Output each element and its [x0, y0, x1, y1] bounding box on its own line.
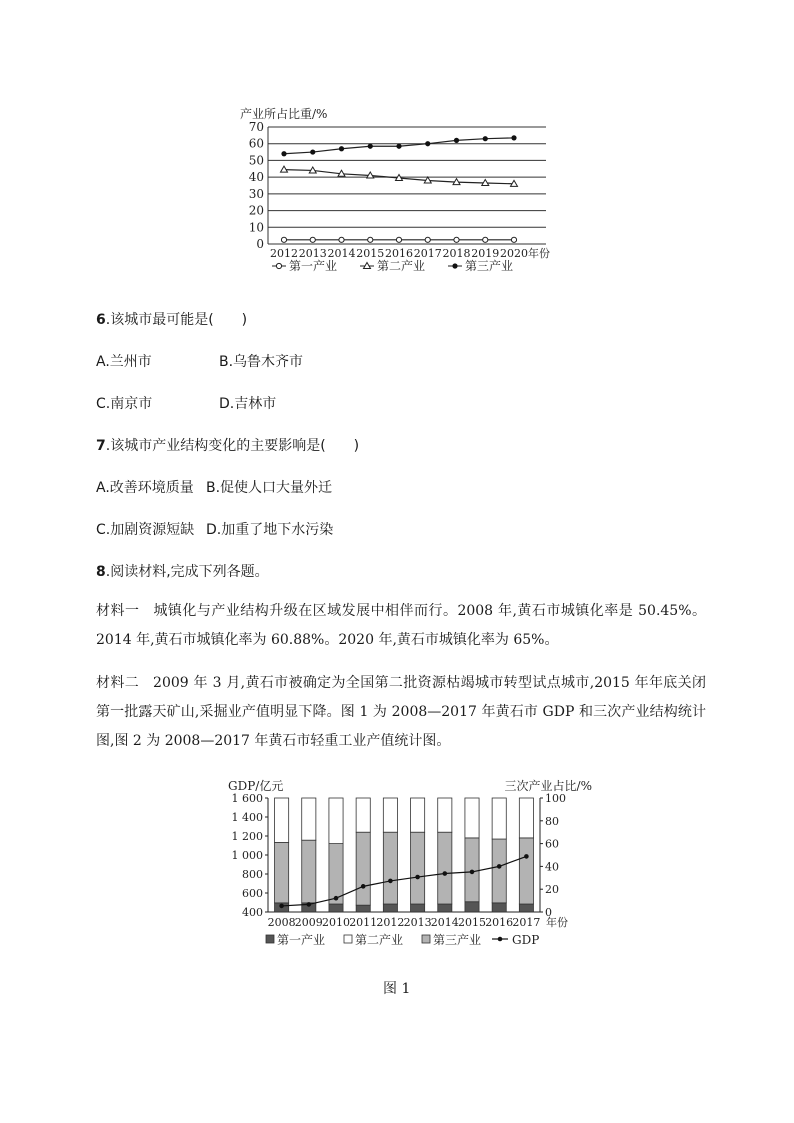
- x-tick-label: 2012: [376, 916, 405, 929]
- legend-swatch: [266, 935, 274, 943]
- x-tick-label: 2009: [294, 916, 323, 929]
- material-2-label: 材料二: [96, 675, 140, 691]
- question-8: [96, 561, 269, 581]
- right-tick-label: 80: [545, 814, 559, 828]
- question-6: [96, 309, 247, 329]
- data-point: [425, 141, 430, 146]
- data-point: [368, 237, 373, 242]
- x-tick-label: 2016: [385, 247, 413, 260]
- question-8-number: 8: [96, 564, 106, 580]
- gdp-line: [282, 856, 527, 905]
- legend-label: 第一产业: [277, 933, 326, 947]
- legend-label: 第三产业: [465, 259, 514, 273]
- x-tick-label: 2011: [349, 916, 378, 929]
- x-tick-label: 2016: [485, 916, 514, 929]
- left-tick-label: 600: [242, 887, 263, 900]
- data-point: [310, 149, 315, 154]
- data-point: [281, 237, 286, 242]
- material-1: [96, 597, 706, 655]
- right-tick-label: 20: [545, 883, 559, 897]
- y-tick-label: 20: [248, 203, 264, 218]
- data-point: [511, 135, 516, 140]
- right-tick-label: 40: [545, 860, 559, 874]
- left-tick-label: 400: [242, 906, 263, 919]
- x-tick-label: 2019: [471, 247, 500, 260]
- left-tick-label: 1 600: [231, 792, 263, 805]
- gdp-point: [415, 875, 420, 880]
- bar-segment: [492, 903, 506, 912]
- gdp-point: [334, 896, 339, 901]
- y-tick-label: 30: [248, 186, 264, 201]
- bar-segment: [465, 798, 479, 838]
- data-point: [396, 237, 401, 242]
- bar-segment: [438, 904, 452, 912]
- bar-segment: [329, 844, 343, 904]
- gdp-point: [443, 871, 448, 876]
- bar-segment: [465, 902, 479, 912]
- x-tick-label: 2013: [403, 916, 432, 929]
- q7-option-b[interactable]: B.促使人口大量外迁: [206, 480, 333, 496]
- q6-option-c[interactable]: C.南京市: [96, 396, 153, 412]
- left-tick-label: 800: [242, 868, 263, 881]
- data-point: [339, 146, 344, 151]
- legend-marker: [452, 263, 457, 268]
- right-axis-title: 三次产业占比/%: [504, 779, 592, 793]
- x-tick-label: 2014: [327, 247, 356, 260]
- gdp-point: [497, 864, 502, 869]
- data-point: [339, 237, 344, 242]
- y-tick-label: 70: [248, 120, 264, 134]
- question-7: [96, 435, 359, 455]
- q6-option-b[interactable]: B.乌鲁木齐市: [219, 354, 304, 370]
- legend-label: 第二产业: [377, 259, 426, 273]
- data-point: [396, 144, 401, 149]
- data-point: [425, 237, 430, 242]
- x-tick-label: 2017: [413, 247, 442, 260]
- x-axis-title: 年份: [528, 247, 550, 260]
- x-tick-label: 2012: [270, 247, 298, 260]
- question-8-stem: .阅读材料,完成下列各题。: [105, 564, 269, 580]
- left-tick-label: 1 400: [231, 811, 263, 824]
- x-tick-label: 2014: [430, 916, 459, 929]
- y-tick-label: 60: [248, 136, 264, 151]
- bar-segment: [519, 798, 533, 838]
- bar-segment: [356, 798, 370, 832]
- legend-label: 第一产业: [289, 259, 338, 273]
- x-tick-label: 2020: [500, 247, 528, 260]
- industry-share-line-chart: [228, 100, 568, 282]
- data-point: [310, 237, 315, 242]
- question-7-stem: .该城市产业结构变化的主要影响是( ): [105, 438, 360, 454]
- bar-segment: [275, 842, 289, 902]
- gdp-point: [279, 904, 284, 909]
- right-tick-label: 100: [545, 792, 566, 805]
- q7-option-a[interactable]: A.改善环境质量: [96, 480, 194, 496]
- x-axis-title: 年份: [546, 916, 568, 929]
- data-point: [483, 136, 488, 141]
- material-2: [96, 669, 706, 756]
- data-point: [281, 151, 286, 156]
- bar-segment: [411, 904, 425, 912]
- y-tick-label: 40: [248, 170, 264, 185]
- y-axis-title: 产业所占比重/%: [240, 107, 328, 121]
- bar-segment: [519, 838, 533, 904]
- gdp-industry-structure-chart: [222, 772, 592, 954]
- bar-segment: [492, 839, 506, 903]
- bar-segment: [329, 904, 343, 912]
- x-tick-label: 2018: [442, 247, 471, 260]
- q7-option-c[interactable]: C.加剧资源短缺: [96, 522, 195, 538]
- right-tick-label: 60: [545, 837, 559, 851]
- bar-segment: [329, 798, 343, 844]
- legend-label: 第二产业: [355, 933, 404, 947]
- bar-segment: [356, 832, 370, 905]
- figure-caption: 图 1: [383, 981, 411, 997]
- legend-marker: [498, 937, 503, 942]
- q6-option-d[interactable]: D.吉林市: [219, 396, 277, 412]
- bar-segment: [411, 832, 425, 904]
- data-point: [483, 237, 488, 242]
- bar-segment: [492, 798, 506, 839]
- legend-label: 第三产业: [433, 933, 482, 947]
- bar-segment: [302, 840, 316, 903]
- gdp-point: [361, 884, 366, 889]
- data-point: [368, 144, 373, 149]
- gdp-point: [470, 870, 475, 875]
- data-point: [454, 237, 459, 242]
- y-tick-label: 10: [248, 220, 264, 235]
- material-1-text: 城镇化与产业结构升级在区域发展中相伴而行。2008 年,黄石市城镇化率是 50.45%。2014 年,黄石市城镇化率为 60.88%。2020 年,黄石市城镇化率为 65%。: [96, 603, 706, 648]
- bar-segment: [519, 904, 533, 912]
- bar-segment: [438, 832, 452, 904]
- gdp-point: [524, 854, 529, 859]
- question-6-stem: .该城市最可能是( ): [105, 312, 248, 328]
- gdp-point: [388, 879, 393, 884]
- question-6-number: 6: [96, 312, 106, 328]
- bar-segment: [411, 798, 425, 832]
- q7-option-d[interactable]: D.加重了地下水污染: [206, 522, 334, 538]
- x-tick-label: 2008: [267, 916, 296, 929]
- legend-label: GDP: [512, 933, 540, 947]
- right-tick-label: 0: [545, 906, 552, 919]
- q6-option-a[interactable]: A.兰州市: [96, 354, 152, 370]
- x-tick-label: 2010: [322, 916, 350, 929]
- legend-marker: [276, 263, 281, 268]
- x-tick-label: 2017: [512, 916, 541, 929]
- legend-swatch: [344, 935, 352, 943]
- bar-segment: [383, 904, 397, 912]
- x-tick-label: 2015: [458, 916, 486, 929]
- x-tick-label: 2013: [298, 247, 327, 260]
- legend-swatch: [422, 935, 430, 943]
- bar-segment: [383, 832, 397, 904]
- left-tick-label: 1 000: [231, 849, 263, 862]
- y-tick-label: 50: [248, 153, 264, 168]
- bar-segment: [383, 798, 397, 832]
- bar-segment: [438, 798, 452, 832]
- question-7-number: 7: [96, 438, 106, 454]
- material-2-text: 2009 年 3 月,黄石市被确定为全国第二批资源枯竭城市转型试点城市,2015 年年底关闭第一批露天矿山,采掘业产值明显下降。图 1 为 2008—2017 年黄石市 GDP 和三次产业结构统计图,图 2 为 2008—2017 年黄石市轻重工业产值统计图。: [96, 675, 707, 749]
- data-point: [454, 138, 459, 143]
- left-axis-title: GDP/亿元: [228, 779, 284, 793]
- x-tick-label: 2015: [356, 247, 385, 260]
- material-1-label: 材料一: [96, 603, 140, 619]
- left-tick-label: 1 200: [231, 830, 263, 843]
- gdp-point: [307, 902, 312, 907]
- bar-segment: [356, 905, 370, 912]
- y-tick-label: 0: [256, 237, 264, 251]
- bar-segment: [275, 798, 289, 842]
- data-point: [511, 237, 516, 242]
- bar-segment: [302, 798, 316, 840]
